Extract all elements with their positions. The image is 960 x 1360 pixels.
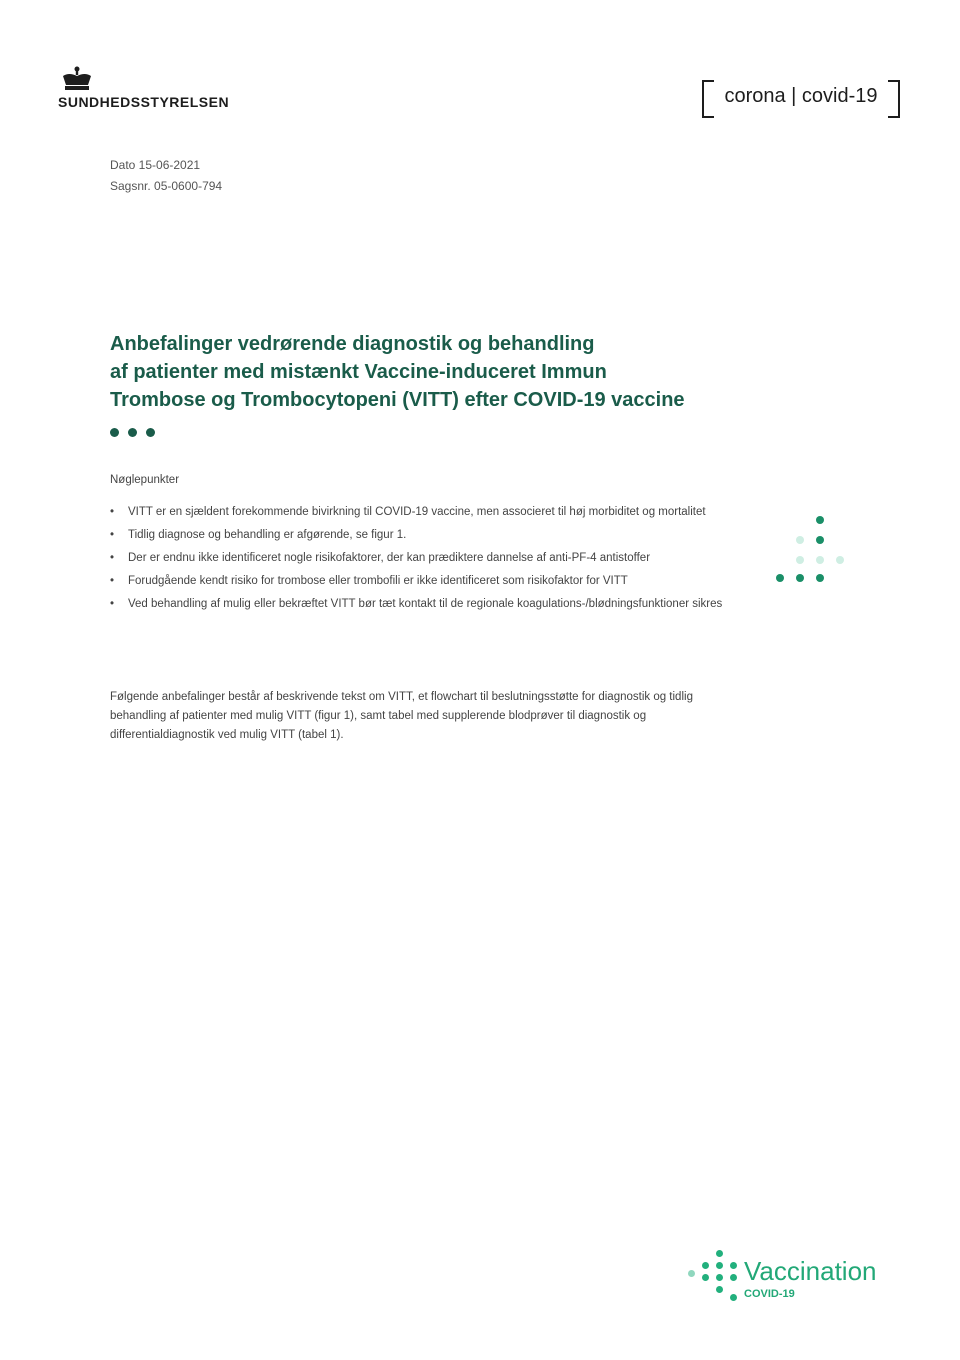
decor-dot (776, 574, 784, 582)
intro-paragraph: Følgende anbefalinger består af beskrivende tekst om VITT, et flowchart til beslutningsstøtte for diagnostik og tidlig behandling af patienter med mulig VITT (figur 1), samt tabel med supplerende blodprøver til diagnostik og differentialdiagnostik ved mulig VITT (tabel 1). (110, 691, 693, 741)
title-line-2: af patienter med mistænkt Vaccine-induceret Immun (110, 361, 607, 383)
corona-tag-text: corona | covid-19 (724, 85, 878, 107)
dot-grid-decoration (776, 516, 846, 586)
crown-icon (60, 66, 94, 92)
list-item: • Der er endnu ikke identificeret nogle risikofaktorer, der kan prædiktere dannelse af anti-PF-4 antistoffer (110, 549, 735, 567)
date-line: Dato 15-06-2021 (110, 158, 201, 172)
decor-dot (816, 516, 824, 524)
list-item: • Ved behandling af mulig eller bekræftet VITT bør tæt kontakt til de regionale koagulations-/blødningsfunktioner sikres (110, 595, 735, 613)
key-points-list (110, 503, 735, 618)
corona-covid19-tag (702, 80, 900, 114)
section-label: Nøglepunkter (110, 474, 180, 486)
vaccination-subtitle: COVID-19 (744, 1288, 795, 1300)
decor-dot (816, 574, 824, 582)
vaccination-word: Vaccination (744, 1256, 877, 1286)
list-item: • Forudgående kendt risiko for trombose eller trombofili er ikke identificeret som risikofaktor for VITT (110, 572, 735, 590)
title-line-1: Anbefalinger vedrørende diagnostik og behandling (110, 333, 595, 355)
title-dot (128, 428, 137, 437)
title-dot (110, 428, 119, 437)
list-item: • VITT er en sjældent forekommende bivirkning til COVID-19 vaccine, men associeret til høj morbiditet og mortalitet (110, 503, 735, 521)
decor-dot (796, 556, 804, 564)
org-name: SUNDHEDSSTYRELSEN (58, 94, 230, 110)
decor-dot (796, 536, 804, 544)
document-meta (110, 155, 222, 197)
vaccination-covid19-logo (686, 1248, 906, 1308)
title-dot (146, 428, 155, 437)
document-title (110, 330, 790, 414)
decor-dot (816, 556, 824, 564)
vaccination-dots-icon (686, 1248, 742, 1304)
decor-dot (836, 556, 844, 564)
case-number-line: Sagsnr. 05-0600-794 (110, 179, 223, 193)
title-dots-decoration (110, 428, 155, 437)
decor-dot (816, 536, 824, 544)
decor-dot (796, 574, 804, 582)
list-item: • Tidlig diagnose og behandling er afgørende, se figur 1. (110, 526, 735, 544)
right-bracket (888, 80, 900, 118)
title-line-3: Trombose og Trombocytopeni (VITT) efter COVID-19 vaccine (110, 389, 685, 411)
sundhedsstyrelsen-logo (58, 66, 258, 110)
left-bracket (702, 80, 714, 118)
